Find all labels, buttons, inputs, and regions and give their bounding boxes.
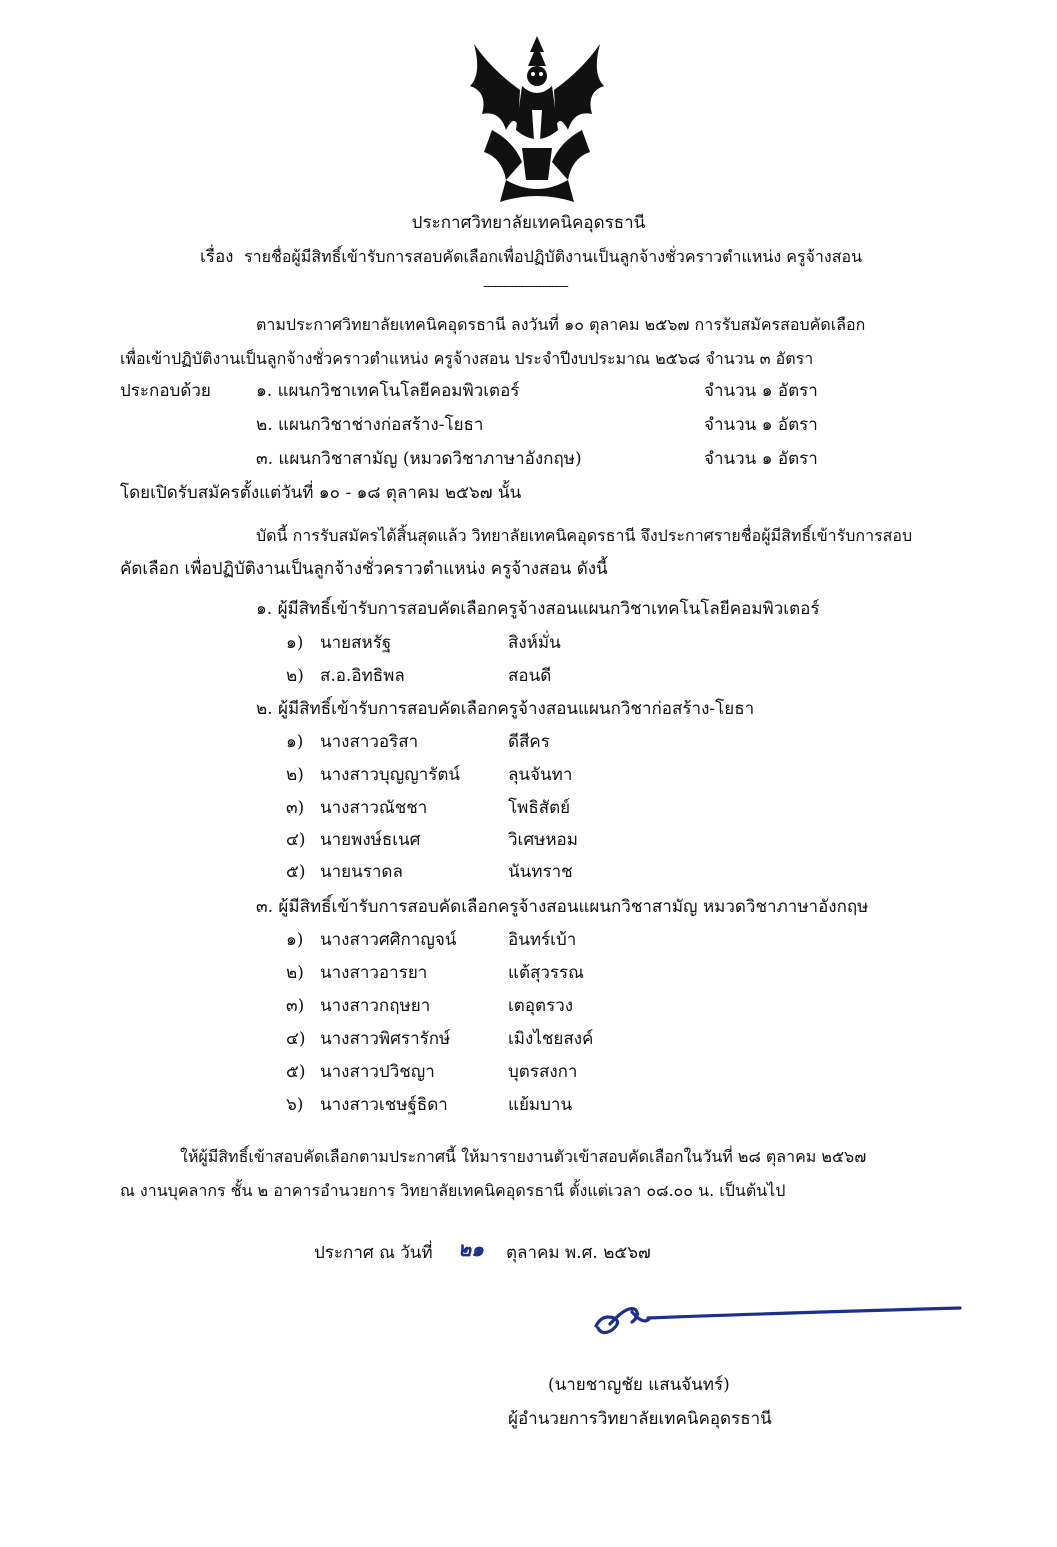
person-last-name: แย้มบาน	[508, 1095, 573, 1115]
person-number: ๖)	[286, 1095, 304, 1115]
person-last-name: อินทร์เบ้า	[508, 930, 577, 950]
person-number: ๓)	[286, 996, 305, 1016]
person-last-name: เตอุตรวง	[508, 996, 574, 1016]
position-count: จำนวน ๑ อัตรา	[704, 449, 818, 469]
person-first-name: นางสาวอริสา	[320, 732, 419, 752]
person-number: ๑)	[286, 732, 304, 752]
signature-icon	[588, 1296, 968, 1346]
report-line-2: ณ งานบุคลากร ชั้น ๒ อาคารอำนวยการ วิทยาลัยเทคนิคอุดรธานี ตั้งแต่เวลา ๐๘.๐๐ น. เป็นต้นไป	[120, 1181, 786, 1200]
person-last-name: โพธิสัตย์	[508, 798, 571, 818]
intro-line-2: เพื่อเข้าปฏิบัติงานเป็นลูกจ้างชั่วคราวตำแหน่ง ครูจ้างสอน ประจำปีงบประมาณ ๒๕๖๘ จำนวน ๓ อัตรา	[120, 349, 814, 368]
position-name: ๓. แผนกวิชาสามัญ (หมวดวิชาภาษาอังกฤษ)	[256, 449, 582, 469]
person-last-name: วิเศษหอม	[508, 830, 578, 850]
person-first-name: นางสาวศศิกาญจน์	[320, 930, 457, 950]
person-last-name: ดีสีคร	[508, 732, 550, 752]
person-first-name: ส.อ.อิทธิพล	[320, 666, 405, 686]
person-number: ๒)	[286, 666, 304, 686]
person-first-name: นางสาวกฤษยา	[320, 996, 431, 1016]
person-number: ๑)	[286, 633, 304, 653]
handwritten-day: ๒๑	[458, 1237, 484, 1261]
person-last-name: เมิงไชยสงค์	[508, 1029, 594, 1049]
signatory-position: ผู้อำนวยการวิทยาลัยเทคนิคอุดรธานี	[508, 1409, 772, 1429]
dated-prefix: ประกาศ ณ วันที่	[314, 1243, 433, 1263]
position-name: ๑. แผนกวิชาเทคโนโลยีคอมพิวเตอร์	[256, 381, 520, 401]
person-first-name: นางสาวอารยา	[320, 963, 428, 983]
person-first-name: นางสาวณัชชา	[320, 798, 428, 818]
person-number: ๑)	[286, 930, 304, 950]
announce-line-1: บัดนี้ การรับสมัครได้สิ้นสุดแล้ว วิทยาลัยเทคนิคอุดรธานี จึงประกาศรายชื่อผู้มีสิทธิ์เข้ารับการสอบ	[256, 526, 913, 545]
person-first-name: นางสาวบุญญารัตน์	[320, 765, 461, 785]
person-first-name: นายพงษ์ธเนศ	[320, 830, 421, 850]
person-number: ๕)	[286, 862, 306, 882]
position-name: ๒. แผนกวิชาช่างก่อสร้าง-โยธา	[256, 415, 484, 435]
person-number: ๓)	[286, 798, 305, 818]
header-divider: -------------------------	[483, 279, 568, 294]
person-number: ๔)	[286, 830, 306, 850]
person-last-name: สอนดี	[508, 666, 552, 686]
intro-line-1: ตามประกาศวิทยาลัยเทคนิคอุดรธานี ลงวันที่ ๑๐ ตุลาคม ๒๕๖๗ การรับสมัครสอบคัดเลือก	[256, 315, 866, 334]
person-number: ๕)	[286, 1062, 306, 1082]
dated-suffix: ตุลาคม พ.ศ. ๒๕๖๗	[506, 1243, 651, 1263]
person-first-name: นางสาวพิศรารักษ์	[320, 1029, 451, 1049]
org-title: ประกาศวิทยาลัยเทคนิคอุดรธานี	[411, 213, 646, 233]
subject-label: เรื่อง	[200, 247, 234, 267]
announce-line-2: คัดเลือก เพื่อปฏิบัติงานเป็นลูกจ้างชั่วคราวตำแหน่ง ครูจ้างสอน ดังนี้	[120, 559, 608, 579]
position-count: จำนวน ๑ อัตรา	[704, 415, 818, 435]
signatory-name: (นายชาญชัย แสนจันทร์)	[548, 1375, 730, 1395]
report-line-1: ให้ผู้มีสิทธิ์เข้าสอบคัดเลือกตามประกาศนี้ ให้มารายงานตัวเข้าสอบคัดเลือกในวันที่ ๒๘ ตุลาคม ๒๕๖๗	[180, 1147, 867, 1166]
person-last-name: นันทราช	[508, 862, 573, 882]
person-last-name: สิงห์มั่น	[508, 633, 561, 653]
position-count: จำนวน ๑ อัตรา	[704, 381, 818, 401]
person-last-name: ลุนจันทา	[508, 765, 573, 785]
person-number: ๒)	[286, 765, 304, 785]
person-first-name: นางสาวปวิชญา	[320, 1062, 435, 1082]
application-period: โดยเปิดรับสมัครตั้งแต่วันที่ ๑๐ - ๑๘ ตุลาคม ๒๕๖๗ นั้น	[120, 483, 522, 503]
person-first-name: นายสหรัฐ	[320, 633, 392, 653]
person-first-name: นางสาวเชษฐ์ธิดา	[320, 1095, 448, 1115]
person-last-name: แต้สุวรรณ	[508, 963, 584, 983]
garuda-emblem-icon	[462, 30, 612, 208]
group-heading: ๒. ผู้มีสิทธิ์เข้ารับการสอบคัดเลือกครูจ้างสอนแผนกวิชาก่อสร้าง-โยธา	[256, 699, 755, 719]
composed-label: ประกอบด้วย	[120, 381, 211, 401]
subject-text: รายชื่อผู้มีสิทธิ์เข้ารับการสอบคัดเลือกเพื่อปฏิบัติงานเป็นลูกจ้างชั่วคราวตำแหน่ง ครูจ้างสอน	[244, 247, 863, 266]
person-number: ๒)	[286, 963, 304, 983]
group-heading: ๓. ผู้มีสิทธิ์เข้ารับการสอบคัดเลือกครูจ้างสอนแผนกวิชาสามัญ หมวดวิชาภาษาอังกฤษ	[256, 897, 869, 917]
group-heading: ๑. ผู้มีสิทธิ์เข้ารับการสอบคัดเลือกครูจ้างสอนแผนกวิชาเทคโนโลยีคอมพิวเตอร์	[256, 599, 820, 619]
person-first-name: นายนราดล	[320, 862, 403, 882]
person-last-name: บุตรสงกา	[508, 1062, 578, 1082]
person-number: ๔)	[286, 1029, 306, 1049]
